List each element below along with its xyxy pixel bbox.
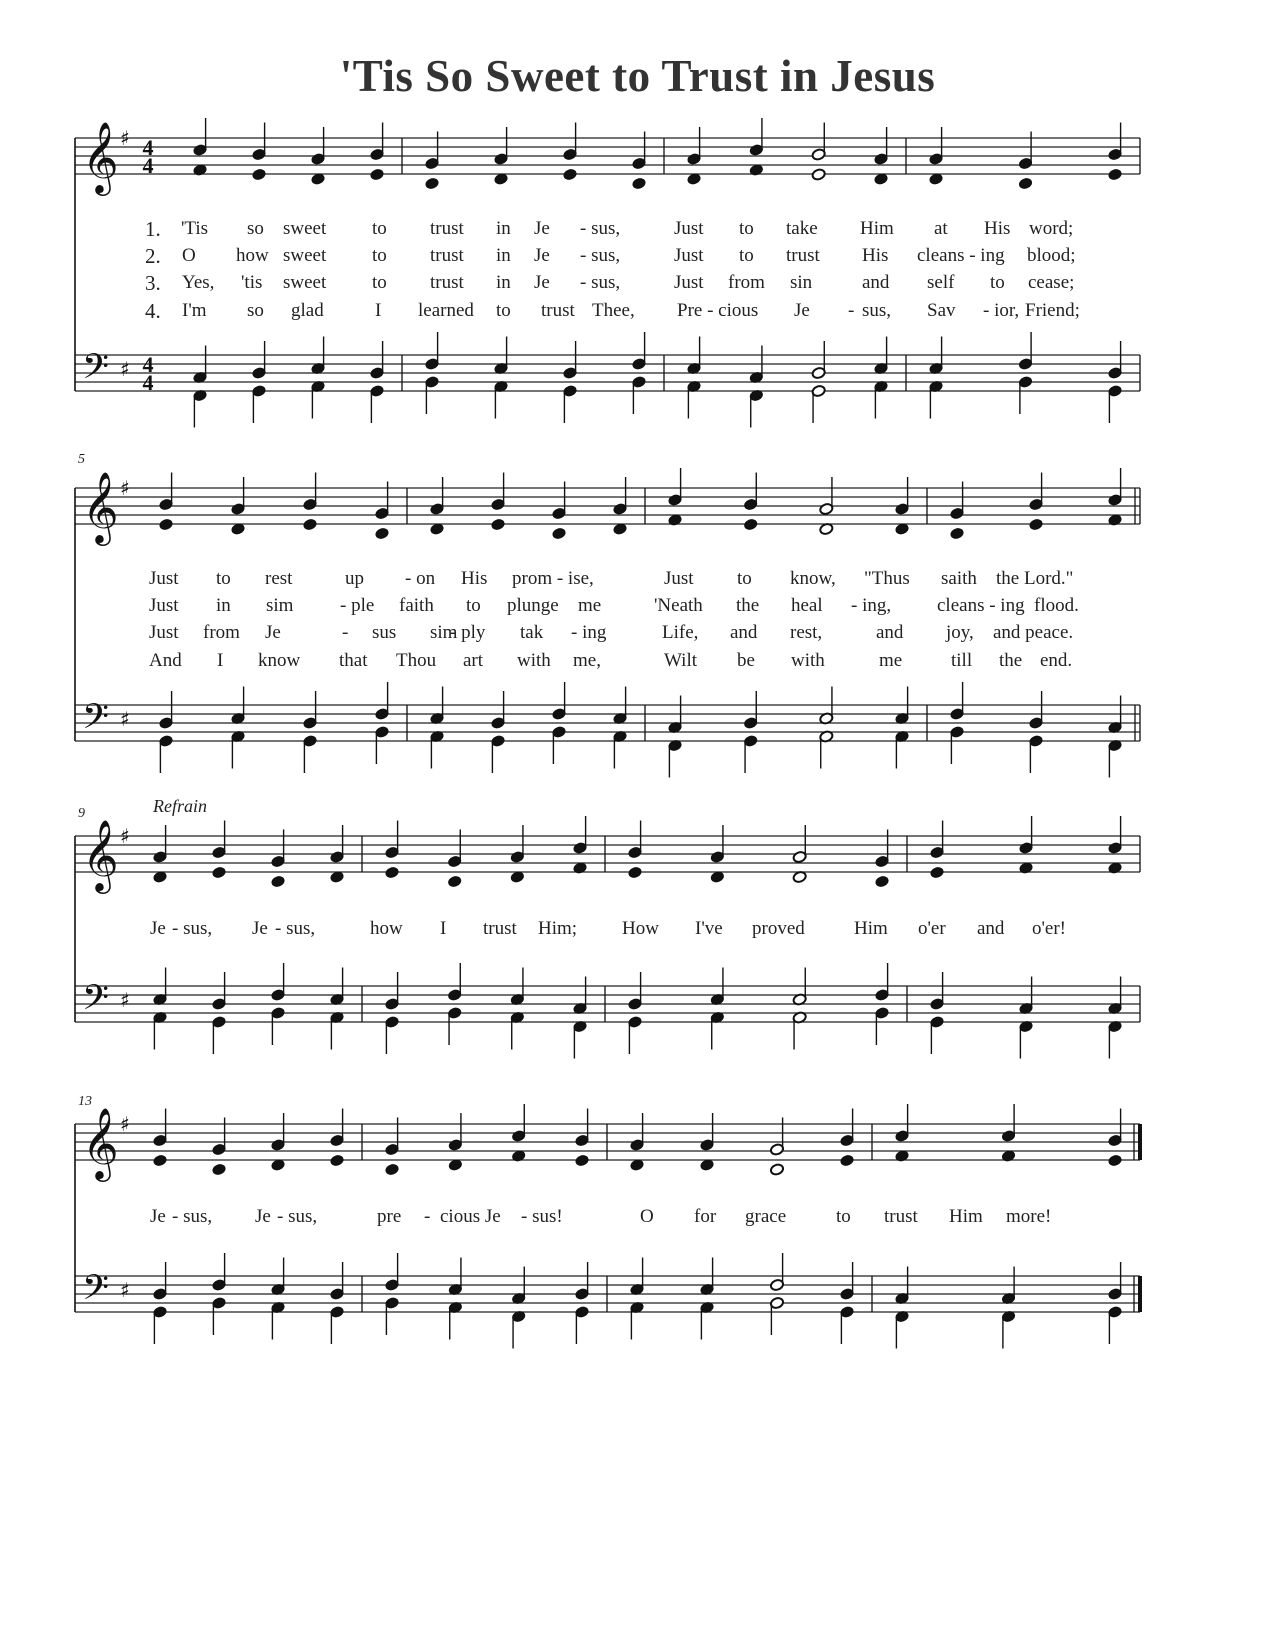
lyric-syllable: sus,	[862, 300, 892, 321]
lyric-syllable: glad	[291, 300, 324, 321]
lyric-syllable: O	[182, 245, 196, 266]
key-signature-sharp-icon: ♯	[120, 126, 130, 150]
lyric-syllable: so	[247, 300, 264, 321]
lyric-syllable: flood.	[1034, 595, 1079, 616]
note	[770, 1163, 785, 1176]
measure-number: 13	[78, 1094, 92, 1109]
lyric-syllable: Just	[149, 622, 179, 643]
lyric-syllable: and	[862, 272, 890, 293]
note	[770, 1118, 785, 1156]
lyric-syllable: in	[496, 218, 511, 239]
hymn-title: 'Tis So Sweet to Trust in Jesus	[339, 51, 936, 101]
lyric-syllable: I've	[695, 918, 723, 939]
time-signature-lower: 4	[142, 370, 154, 395]
lyric-syllable: and peace.	[993, 622, 1074, 643]
key-signature-sharp-icon: ♯	[120, 1112, 130, 1136]
lyric-syllable: - sus,	[277, 1206, 318, 1227]
lyric-syllable: Just	[149, 568, 179, 589]
note	[895, 1310, 910, 1348]
lyric-syllable: cease;	[1028, 272, 1075, 293]
time-signature-upper: 4	[142, 352, 154, 377]
lyric-syllable: Je	[534, 245, 550, 266]
lyric-syllable: cious Je	[440, 1206, 501, 1227]
lyric-syllable: grace	[745, 1206, 787, 1227]
lyric-syllable: till	[951, 650, 973, 671]
lyric-syllable: to	[739, 245, 754, 266]
lyric-syllable: O	[640, 1206, 654, 1227]
note	[630, 1258, 645, 1296]
note	[153, 1154, 168, 1167]
note	[840, 1154, 855, 1167]
lyric-syllable: me,	[573, 650, 601, 671]
lyric-syllable: heal	[791, 595, 823, 616]
lyric-syllable: prom - ise,	[512, 568, 594, 589]
lyric-syllable: with	[791, 650, 825, 671]
lyric-syllable: Friend;	[1025, 300, 1080, 321]
note	[385, 1297, 400, 1335]
lyric-syllable: trust	[430, 272, 464, 293]
note	[385, 1253, 400, 1291]
lyric-syllable: sim	[430, 622, 458, 643]
lyric-syllable: - ing,	[851, 595, 892, 616]
note	[153, 1109, 168, 1147]
note	[575, 1154, 590, 1167]
note	[1108, 1154, 1123, 1167]
note	[212, 1163, 227, 1176]
lyric-syllable: trust	[786, 245, 820, 266]
lyric-syllable: the	[736, 595, 760, 616]
lyric-syllable: trust	[483, 918, 517, 939]
lyric-syllable: word;	[1029, 218, 1074, 239]
lyric-syllable: with	[517, 650, 551, 671]
lyric-syllable: up	[345, 568, 364, 589]
note	[575, 1262, 590, 1300]
lyric-syllable: o'er	[918, 918, 946, 939]
lyric-syllable: Yes,	[182, 272, 215, 293]
key-signature-sharp-icon: ♯	[120, 476, 130, 500]
lyric-syllable: me	[879, 650, 903, 671]
note	[212, 1297, 227, 1335]
measure-number: 5	[78, 452, 85, 467]
lyric-syllable: saith	[941, 568, 977, 589]
lyric-syllable: Je	[252, 918, 268, 939]
lyric-syllable: Life,	[662, 622, 699, 643]
treble-clef-icon: 𝄞	[82, 470, 119, 543]
treble-clef-icon: 𝄞	[82, 818, 119, 891]
lyric-syllable: plunge	[507, 595, 559, 616]
lyric-syllable: learned	[418, 300, 474, 321]
lyric-syllable: 'Neath	[654, 595, 703, 616]
note	[770, 1253, 785, 1291]
note	[770, 1297, 785, 1335]
lyric-syllable: to	[739, 218, 754, 239]
lyric-syllable: so	[247, 218, 264, 239]
note	[575, 1306, 590, 1344]
measure-number: 9	[78, 806, 85, 821]
lyric-syllable: Him	[860, 218, 894, 239]
note	[1001, 1267, 1016, 1305]
key-signature-sharp-icon: ♯	[120, 357, 130, 381]
lyric-syllable: Just	[674, 245, 704, 266]
note	[330, 1154, 345, 1167]
note	[153, 1262, 168, 1300]
note	[895, 1267, 910, 1305]
lyric-syllable: Him	[854, 918, 888, 939]
lyric-syllable: - ing	[571, 622, 607, 643]
lyric-syllable: - on	[405, 568, 436, 589]
lyric-syllable: - sus,	[172, 918, 213, 939]
note	[448, 1258, 463, 1296]
lyric-syllable: sin	[790, 272, 813, 293]
lyric-syllable: trust	[541, 300, 575, 321]
lyric-syllable: know,	[790, 568, 836, 589]
note	[1108, 1306, 1123, 1344]
note	[630, 1113, 645, 1151]
note	[448, 1113, 463, 1151]
lyric-syllable: His	[461, 568, 488, 589]
lyric-syllable: "Thus	[864, 568, 910, 589]
lyric-syllable: sim	[266, 595, 294, 616]
lyric-syllable: to	[836, 1206, 851, 1227]
lyric-syllable: in	[216, 595, 231, 616]
lyric-syllable: Je	[794, 300, 810, 321]
lyric-syllable: sweet	[283, 272, 327, 293]
lyric-syllable: from	[203, 622, 240, 643]
note	[271, 1301, 286, 1339]
lyric-syllable: - sus,	[580, 245, 621, 266]
lyric-syllable: the	[999, 650, 1023, 671]
lyric-syllable: - sus,	[580, 218, 621, 239]
lyric-syllable: and	[977, 918, 1005, 939]
lyric-syllable: I	[217, 650, 224, 671]
note	[330, 1262, 345, 1300]
lyric-syllable: trust	[430, 245, 464, 266]
lyric-line	[0, 1206, 1275, 1232]
lyric-syllable: in	[496, 245, 511, 266]
lyric-syllable: Je	[534, 272, 550, 293]
lyric-syllable: art	[463, 650, 484, 671]
lyric-syllable: - sus,	[275, 918, 316, 939]
lyric-syllable: joy,	[946, 622, 974, 643]
lyric-syllable: in	[496, 272, 511, 293]
lyric-syllable: self	[927, 272, 955, 293]
note	[511, 1267, 526, 1305]
key-signature-sharp-icon: ♯	[120, 707, 130, 731]
bass-clef-icon: 𝄢	[82, 346, 110, 395]
lyric-syllable: Je	[265, 622, 281, 643]
lyric-syllable: o'er!	[1032, 918, 1067, 939]
lyric-syllable: Just	[664, 568, 694, 589]
note	[511, 1310, 526, 1348]
verse-number: 4.	[145, 299, 161, 323]
lyric-syllable: 'tis	[241, 272, 263, 293]
note	[895, 1104, 910, 1142]
note	[212, 1253, 227, 1291]
lyric-syllable: blood;	[1027, 245, 1076, 266]
note	[385, 1118, 400, 1156]
lyric-syllable: that	[339, 650, 368, 671]
bass-clef-icon: 𝄢	[82, 1267, 110, 1316]
lyric-syllable: - ior,	[983, 300, 1020, 321]
lyric-syllable: His	[984, 218, 1011, 239]
lyric-syllable: - ply	[450, 622, 486, 643]
note	[271, 1258, 286, 1296]
note	[330, 1306, 345, 1344]
lyric-syllable: Wilt	[664, 650, 698, 671]
lyric-syllable: -	[342, 622, 349, 643]
lyric-syllable: Thou	[396, 650, 437, 671]
verse-number: 1.	[145, 217, 161, 241]
lyric-syllable: - ple	[340, 595, 375, 616]
lyric-syllable: proved	[752, 918, 805, 939]
lyric-syllable: know	[258, 650, 301, 671]
lyric-syllable: from	[728, 272, 765, 293]
lyric-syllable: 'Tis	[181, 218, 209, 239]
lyric-syllable: Pre - cious	[677, 300, 759, 321]
lyric-syllable: take	[786, 218, 818, 239]
note	[840, 1262, 855, 1300]
lyric-syllable: cleans - ing	[937, 595, 1025, 616]
note	[630, 1301, 645, 1339]
time-signature-upper: 4	[142, 135, 154, 160]
lyric-syllable: more!	[1006, 1206, 1052, 1227]
lyric-syllable: to	[372, 218, 387, 239]
note	[1001, 1104, 1016, 1142]
time-signature-lower: 4	[142, 153, 154, 178]
lyric-syllable: - sus,	[172, 1206, 213, 1227]
lyric-syllable: - sus!	[521, 1206, 563, 1227]
key-signature-sharp-icon: ♯	[120, 988, 130, 1012]
lyric-syllable: Just	[674, 218, 704, 239]
bass-clef-icon: 𝄢	[82, 977, 110, 1026]
lyric-syllable: How	[622, 918, 659, 939]
lyric-syllable: Je	[150, 1206, 166, 1227]
note	[330, 1109, 345, 1147]
lyric-syllable: rest,	[790, 622, 823, 643]
lyric-syllable: to	[372, 272, 387, 293]
lyric-syllable: -	[424, 1206, 431, 1227]
note	[575, 1109, 590, 1147]
lyric-syllable: And	[149, 650, 182, 671]
treble-clef-icon: 𝄞	[82, 1106, 119, 1179]
lyric-syllable: trust	[430, 218, 464, 239]
lyric-syllable: how	[370, 918, 403, 939]
lyric-syllable: and	[876, 622, 904, 643]
note	[385, 1163, 400, 1176]
lyric-syllable: to	[216, 568, 231, 589]
lyric-syllable: - sus,	[580, 272, 621, 293]
treble-clef-icon: 𝄞	[82, 120, 119, 193]
lyric-syllable: rest	[265, 568, 293, 589]
note	[153, 1306, 168, 1344]
lyric-syllable: I'm	[182, 300, 207, 321]
lyric-syllable: Thee,	[592, 300, 635, 321]
lyric-syllable: the Lord."	[996, 568, 1074, 589]
key-signature-sharp-icon: ♯	[120, 1278, 130, 1302]
lyric-syllable: to	[990, 272, 1005, 293]
lyric-syllable: to	[496, 300, 511, 321]
note	[511, 1104, 526, 1142]
lyric-syllable: I	[440, 918, 447, 939]
note	[1108, 1109, 1123, 1147]
lyric-syllable: to	[466, 595, 481, 616]
lyric-syllable: sweet	[283, 245, 327, 266]
lyric-syllable: Je	[255, 1206, 271, 1227]
lyric-syllable: at	[934, 218, 948, 239]
lyric-syllable: be	[737, 650, 755, 671]
lyric-syllable: Him	[949, 1206, 983, 1227]
lyric-syllable: Sav	[927, 300, 956, 321]
note	[700, 1301, 715, 1339]
lyric-syllable: Je	[534, 218, 550, 239]
lyric-syllable: sweet	[283, 218, 327, 239]
bass-clef-icon: 𝄢	[82, 696, 110, 745]
lyric-syllable: sus	[372, 622, 397, 643]
lyric-syllable: Just	[149, 595, 179, 616]
verse-number: 2.	[145, 244, 161, 268]
lyric-syllable: trust	[884, 1206, 918, 1227]
note	[840, 1306, 855, 1344]
note	[448, 1301, 463, 1339]
lyric-syllable: Je	[150, 918, 166, 939]
lyric-syllable: to	[372, 245, 387, 266]
lyric-syllable: and	[730, 622, 758, 643]
lyric-syllable: His	[862, 245, 889, 266]
lyric-syllable: to	[737, 568, 752, 589]
key-signature-sharp-icon: ♯	[120, 824, 130, 848]
lyric-syllable: cleans - ing	[917, 245, 1005, 266]
note	[1001, 1310, 1016, 1348]
lyric-syllable: tak	[520, 622, 544, 643]
note	[271, 1113, 286, 1151]
note	[700, 1258, 715, 1296]
note	[840, 1109, 855, 1147]
verse-number: 3.	[145, 271, 161, 295]
lyric-syllable: for	[694, 1206, 717, 1227]
note	[1108, 1262, 1123, 1300]
refrain-label: Refrain	[153, 796, 207, 816]
lyric-syllable: faith	[399, 595, 434, 616]
lyric-syllable: how	[236, 245, 269, 266]
lyric-syllable: -	[848, 300, 855, 321]
lyric-syllable: pre	[377, 1206, 402, 1227]
lyric-syllable: Just	[674, 272, 704, 293]
note	[700, 1113, 715, 1151]
note	[212, 1118, 227, 1156]
lyric-syllable: me	[578, 595, 602, 616]
lyric-syllable: I	[375, 300, 382, 321]
lyric-syllable: end.	[1040, 650, 1073, 671]
lyric-syllable: Him;	[538, 918, 578, 939]
